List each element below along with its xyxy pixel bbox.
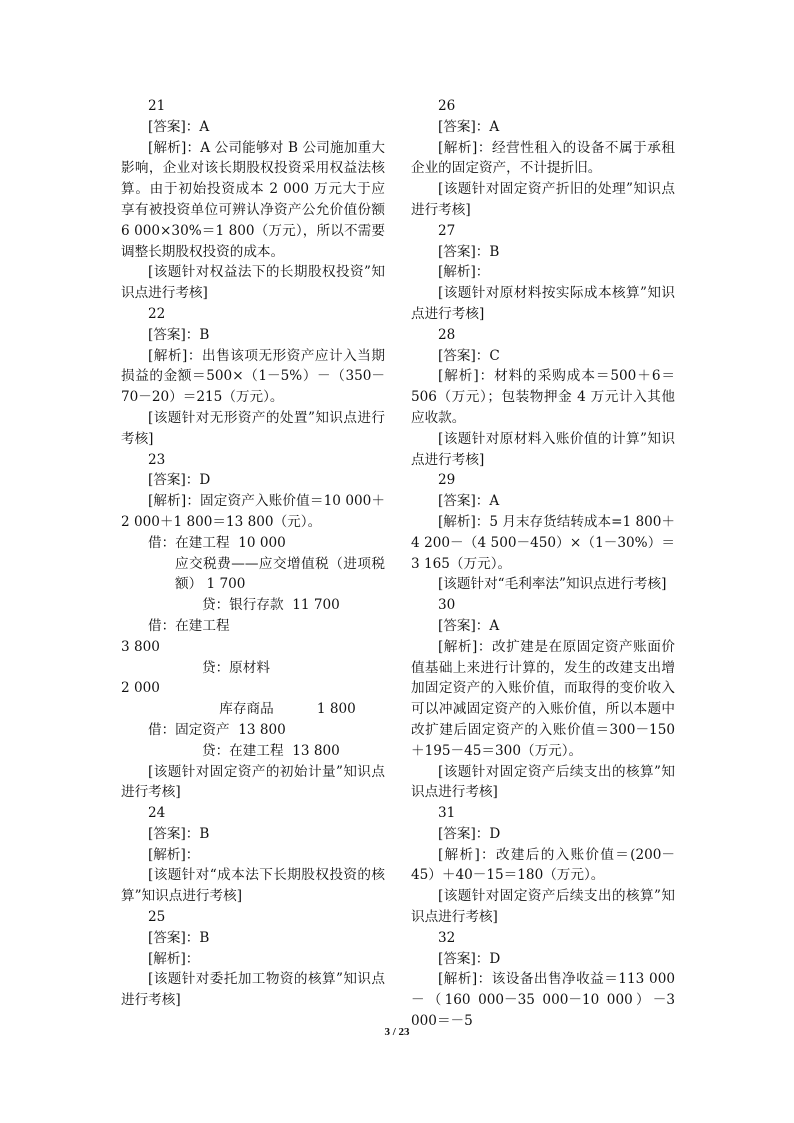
text-line: [答案]：B <box>148 825 210 842</box>
text-line: [答案]：A <box>148 118 210 135</box>
text-line: [答案]：C <box>438 347 500 364</box>
text-line: 30 <box>438 597 456 614</box>
text-line: [该题针对“成本法下长期股权投资的核算”知识点进行考核] <box>121 867 385 905</box>
text-line: [答案]：A <box>438 617 500 634</box>
text-line: [解析]： <box>438 264 490 281</box>
text-line: [解析]：出售该项无形资产应计入当期损益的金额＝500×（1－5%）－（350－70－20）＝215（万元）。 <box>121 347 385 406</box>
text-line: [解析]：经营性租入的设备不属于承租企业的固定资产，不计提折旧。 <box>411 139 675 177</box>
text-line: [答案]：B <box>148 326 210 343</box>
text-line: [该题针对固定资产折旧的处理”知识点进行考核] <box>411 181 675 218</box>
text-line: [该题针对权益法下的长期股权投资”知识点进行考核] <box>121 264 385 302</box>
left-column <box>121 96 385 1011</box>
text-line: 借：在建工程 10 000 <box>148 534 286 551</box>
text-line: [答案]：B <box>438 243 500 260</box>
text-line: 26 <box>438 98 456 114</box>
text-line: [答案]：A <box>438 118 500 135</box>
text-line: 28 <box>438 326 456 343</box>
text-line: 25 <box>148 909 166 926</box>
text-line: [答案]：D <box>438 825 501 842</box>
text-line: 22 <box>148 305 166 322</box>
text-line: [该题针对固定资产的初始计量”知识点进行考核] <box>121 763 385 801</box>
text-line: [解析]：5 月末存货结转成本=1 800＋4 200－（4 500－450）×（1－30%）＝3 165（万元）。 <box>411 513 676 572</box>
text-line: [答案]：A <box>438 493 500 510</box>
text-line: 借：在建工程 <box>148 617 230 634</box>
text-line: 库存商品 1 800 <box>202 701 356 718</box>
text-line: [答案]：D <box>438 950 501 967</box>
text-line: 贷：在建工程 13 800 <box>202 742 340 759</box>
text-line: 23 <box>148 451 166 468</box>
text-line: [该题针对“毛利率法”知识点进行考核] <box>438 576 667 593</box>
text-line: 29 <box>438 472 456 489</box>
text-line: [解析]：改扩建是在原固定资产账面价值基础上来进行计算的，发生的改建支出增加固定资产的入账价值，而取得的变价收入可以冲减固定资产的入账价值，所以本题中改扩建后固定资产的入账价值＝300－150＋195－45＝300（万元）。 <box>411 638 675 759</box>
text-line: 24 <box>148 805 166 822</box>
text-line: 贷：原材料 <box>202 659 270 676</box>
text-line: [答案]：D <box>148 472 211 489</box>
text-line: 31 <box>438 805 456 822</box>
text-line: [该题针对固定资产后续支出的核算”知识点进行考核] <box>411 763 675 801</box>
text-line: 3 800 <box>121 638 160 655</box>
text-line: [解析]： <box>148 846 200 863</box>
text-line: 借：固定资产 13 800 <box>148 721 286 738</box>
text-line: 贷：银行存款 11 700 <box>202 597 340 614</box>
text-line: [解析]：材料的采购成本＝500＋6＝506（万元）；包装物押金 4 万元计入其他应收款。 <box>411 368 675 426</box>
text-line: 21 <box>148 98 166 114</box>
text-line: [解析]：改建后的入账价值＝(200－45）＋40－15＝180（万元）。 <box>411 846 675 884</box>
text-line: [解析]： <box>148 950 200 967</box>
text-line: [解析]：固定资产入账价值＝10 000＋2 000＋1 800＝13 800（元）。 <box>121 493 385 530</box>
right-column <box>411 96 675 1032</box>
text-line: [该题针对无形资产的处置”知识点进行考核] <box>121 409 385 447</box>
text-line: 应交税费——应交增值税（进项税额） 1 700 <box>175 555 385 593</box>
text-line: [该题针对原材料按实际成本核算”知识点进行考核] <box>411 285 675 322</box>
text-line: 27 <box>438 222 456 239</box>
text-line: [该题针对委托加工物资的核算”知识点进行考核] <box>121 971 385 1009</box>
text-line: [解析]：A 公司能够对 B 公司施加重大影响，企业对该长期股权投资采用权益法核算。由于初始投资成本 2 000 万元大于应享有被投资单位可辨认净资产公允价值份额 6 000×30%＝1 800（万元），所以不需要调整长期股权投资的成本。 <box>121 139 385 260</box>
text-line: [该题针对固定资产后续支出的核算”知识点进行考核] <box>411 888 675 926</box>
text-line: [该题针对原材料入账价值的计算”知识点进行考核] <box>411 430 675 468</box>
page-number: 3 / 23 <box>384 1026 410 1038</box>
text-line: 2 000 <box>121 680 160 697</box>
text-line: [答案]：B <box>148 929 210 946</box>
text-line: [解析]：该设备出售净收益＝113 000－（160 000－35 000－10 000）－3 000＝－5 <box>411 971 675 1030</box>
text-line: 32 <box>438 929 456 946</box>
